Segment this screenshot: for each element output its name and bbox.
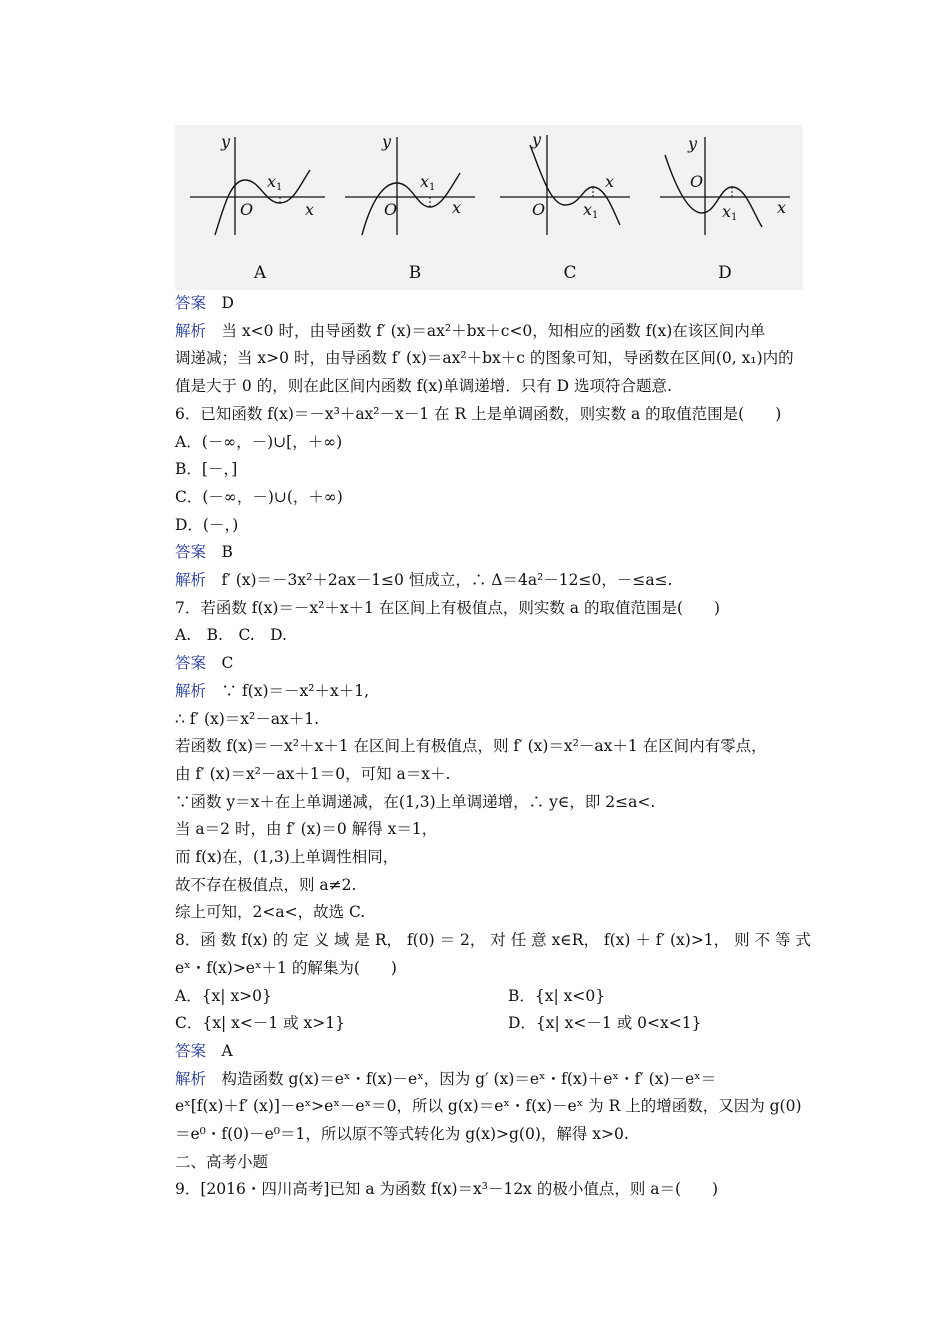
line-text: 值是大于 0 的，则在此区间内函数 f(x)单调递增．只有 D 选项符合题意.	[175, 377, 672, 396]
x1-label: x1	[267, 172, 283, 193]
line-text: 构造函数 g(x)＝eˣ・f(x)－eˣ，因为 g′ (x)＝eˣ・f(x)＋eˣ・f′ (x)－eˣ＝	[221, 1069, 717, 1088]
line-text: 而 f(x)在，(1,3)上单调性相同，	[175, 848, 399, 866]
text-line	[0, 566, 950, 594]
line-text: eˣ[f(x)＋f′ (x)]－eˣ>eˣ－eˣ＝0，所以 g(x)＝eˣ・f(x)－eˣ 为 R 上的增函数，又因为 g(0)	[175, 1097, 802, 1116]
graph-a	[185, 125, 335, 290]
text-line	[0, 871, 950, 899]
line-text: 综上可知，2<a<，故选 C.	[175, 903, 366, 922]
line-text: C	[221, 654, 234, 673]
text-line	[0, 677, 950, 705]
x1-label: x1	[420, 172, 436, 193]
line-text: ∴ f′ (x)＝x²－ax＋1.	[175, 709, 320, 728]
line-text: B	[221, 543, 233, 562]
text-line	[0, 1037, 950, 1065]
x-axis-label: x	[777, 198, 787, 217]
text-line	[0, 621, 950, 649]
origin-label: O	[690, 172, 704, 191]
line-text: 故不存在极值点，则 a≠2.	[175, 875, 357, 894]
x-axis-label: x	[305, 200, 315, 219]
text-line	[0, 400, 950, 428]
line-text: 6．已知函数 f(x)＝－x³＋ax²－x－1 在 R 上是单调函数，则实数 a 的取值范围是( )	[175, 404, 782, 423]
text-line	[0, 1148, 950, 1176]
text-line	[0, 428, 950, 456]
line-text: f′ (x)＝－3x²＋2ax－1≤0 恒成立，∴ Δ＝4a²－12≤0，－≤a≤.	[221, 571, 673, 589]
text-line	[0, 594, 950, 622]
graph-d-plot	[650, 125, 805, 255]
line-text: ∵ f(x)＝－x²＋x＋1,	[221, 681, 370, 700]
line-text: 二、高考小题	[175, 1152, 269, 1171]
line-text: D	[221, 294, 234, 312]
graph-d	[650, 125, 800, 290]
y-axis-label: y	[221, 132, 231, 151]
line-text: 7．若函数 f(x)＝－x²＋x＋1 在区间上有极值点，则实数 a 的取值范围是( )	[175, 598, 721, 617]
option-right: D．{x| x<－1 或 0<x<1}	[508, 1014, 702, 1033]
text-line	[0, 289, 950, 317]
answer-tag: 答案	[175, 1041, 222, 1060]
x1-label: x1	[722, 202, 738, 223]
origin-label: O	[384, 200, 398, 219]
text-line	[0, 898, 950, 926]
line-text: D．(－，)	[175, 515, 239, 534]
option-right: B．{x| x<0}	[508, 986, 606, 1005]
line-text: A．(－∞，－)∪[，＋∞)	[175, 432, 343, 451]
text-line	[0, 511, 950, 539]
line-text: A	[221, 1041, 233, 1060]
answer-tag: 答案	[175, 294, 222, 312]
graph-a-plot	[185, 125, 335, 255]
text-line	[0, 815, 950, 843]
text-line	[0, 788, 950, 816]
graph-d-label: D	[718, 263, 732, 283]
text-line	[0, 926, 950, 954]
derivative-graphs-figure	[175, 125, 803, 290]
text-line	[0, 1009, 950, 1037]
line-text: A. B. C. D.	[175, 626, 287, 645]
graph-c	[495, 125, 645, 290]
line-text: A．{x| x>0}	[175, 986, 272, 1005]
origin-label: O	[532, 200, 546, 219]
y-axis-label: y	[532, 130, 542, 149]
answer-tag: 答案	[175, 654, 222, 673]
analysis-tag: 解析	[175, 1069, 222, 1088]
line-text: C．{x| x<－1 或 x>1}	[175, 1014, 346, 1033]
text-line	[0, 344, 950, 372]
analysis-tag: 解析	[175, 681, 222, 700]
line-text: 若函数 f(x)＝－x²＋x＋1 在区间上有极值点，则 f′ (x)＝x²－ax＋1 在区间内有零点，	[175, 737, 767, 756]
line-text: eˣ・f(x)>eˣ＋1 的解集为( )	[175, 958, 397, 977]
text-line	[0, 317, 950, 345]
x-axis-label: x	[452, 198, 462, 217]
text-line	[0, 760, 950, 788]
text-line	[0, 649, 950, 677]
analysis-tag: 解析	[175, 321, 222, 340]
text-line	[0, 483, 950, 511]
graph-c-plot	[495, 125, 645, 255]
x-axis-label: x	[605, 172, 615, 191]
text-line	[0, 538, 950, 566]
text-line	[0, 1120, 950, 1148]
line-text: C．(－∞，－)∪(，＋∞)	[175, 487, 343, 506]
line-text: ∵函数 y＝x＋在上单调递减，在(1,3)上单调递增，∴ y∈，即 2≤a<.	[175, 792, 656, 811]
text-line	[0, 455, 950, 483]
graph-a-label: A	[253, 263, 267, 283]
line-text: 8．函 数 f(x) 的 定 义 域 是 R， f(0) ＝ 2， 对 任 意 x∈R， f(x) ＋ f′ (x)>1， 则 不 等 式	[175, 931, 811, 950]
analysis-tag: 解析	[175, 571, 222, 589]
text-line	[0, 843, 950, 871]
text-line	[0, 954, 950, 982]
graph-c-label: C	[563, 263, 577, 283]
line-text: B．[－，]	[175, 460, 238, 479]
line-text: 由 f′ (x)＝x²－ax＋1＝0，可知 a＝x＋.	[175, 764, 451, 783]
text-line	[0, 1175, 950, 1203]
line-text: 当 a＝2 时，由 f′ (x)＝0 解得 x＝1，	[175, 820, 438, 839]
y-axis-label: y	[382, 132, 392, 151]
x1-label: x1	[583, 200, 599, 221]
graph-b-plot	[340, 125, 490, 255]
text-line	[0, 372, 950, 400]
origin-label: O	[240, 200, 254, 219]
line-text: ＝e⁰・f(0)－e⁰＝1，所以原不等式转化为 g(x)>g(0)，解得 x>0.	[175, 1125, 629, 1143]
line-text: 9．[2016・四川高考]已知 a 为函数 f(x)＝x³－12x 的极小值点，则 a＝( )	[175, 1180, 719, 1199]
graph-b-label: B	[408, 263, 422, 283]
text-line	[0, 1065, 950, 1093]
line-text: 当 x<0 时，由导函数 f′ (x)＝ax²＋bx＋c<0，知相应的函数 f(x)在该区间内单	[221, 321, 766, 340]
graph-b	[340, 125, 490, 290]
text-line	[0, 732, 950, 760]
answer-tag: 答案	[175, 543, 222, 562]
text-line	[0, 982, 950, 1010]
y-axis-label: y	[688, 134, 698, 153]
text-line	[0, 705, 950, 733]
line-text: 调递减；当 x>0 时，由导函数 f′ (x)＝ax²＋bx＋c 的图象可知，导函数在区间(0, x₁)内的	[175, 349, 794, 368]
text-line	[0, 1092, 950, 1120]
